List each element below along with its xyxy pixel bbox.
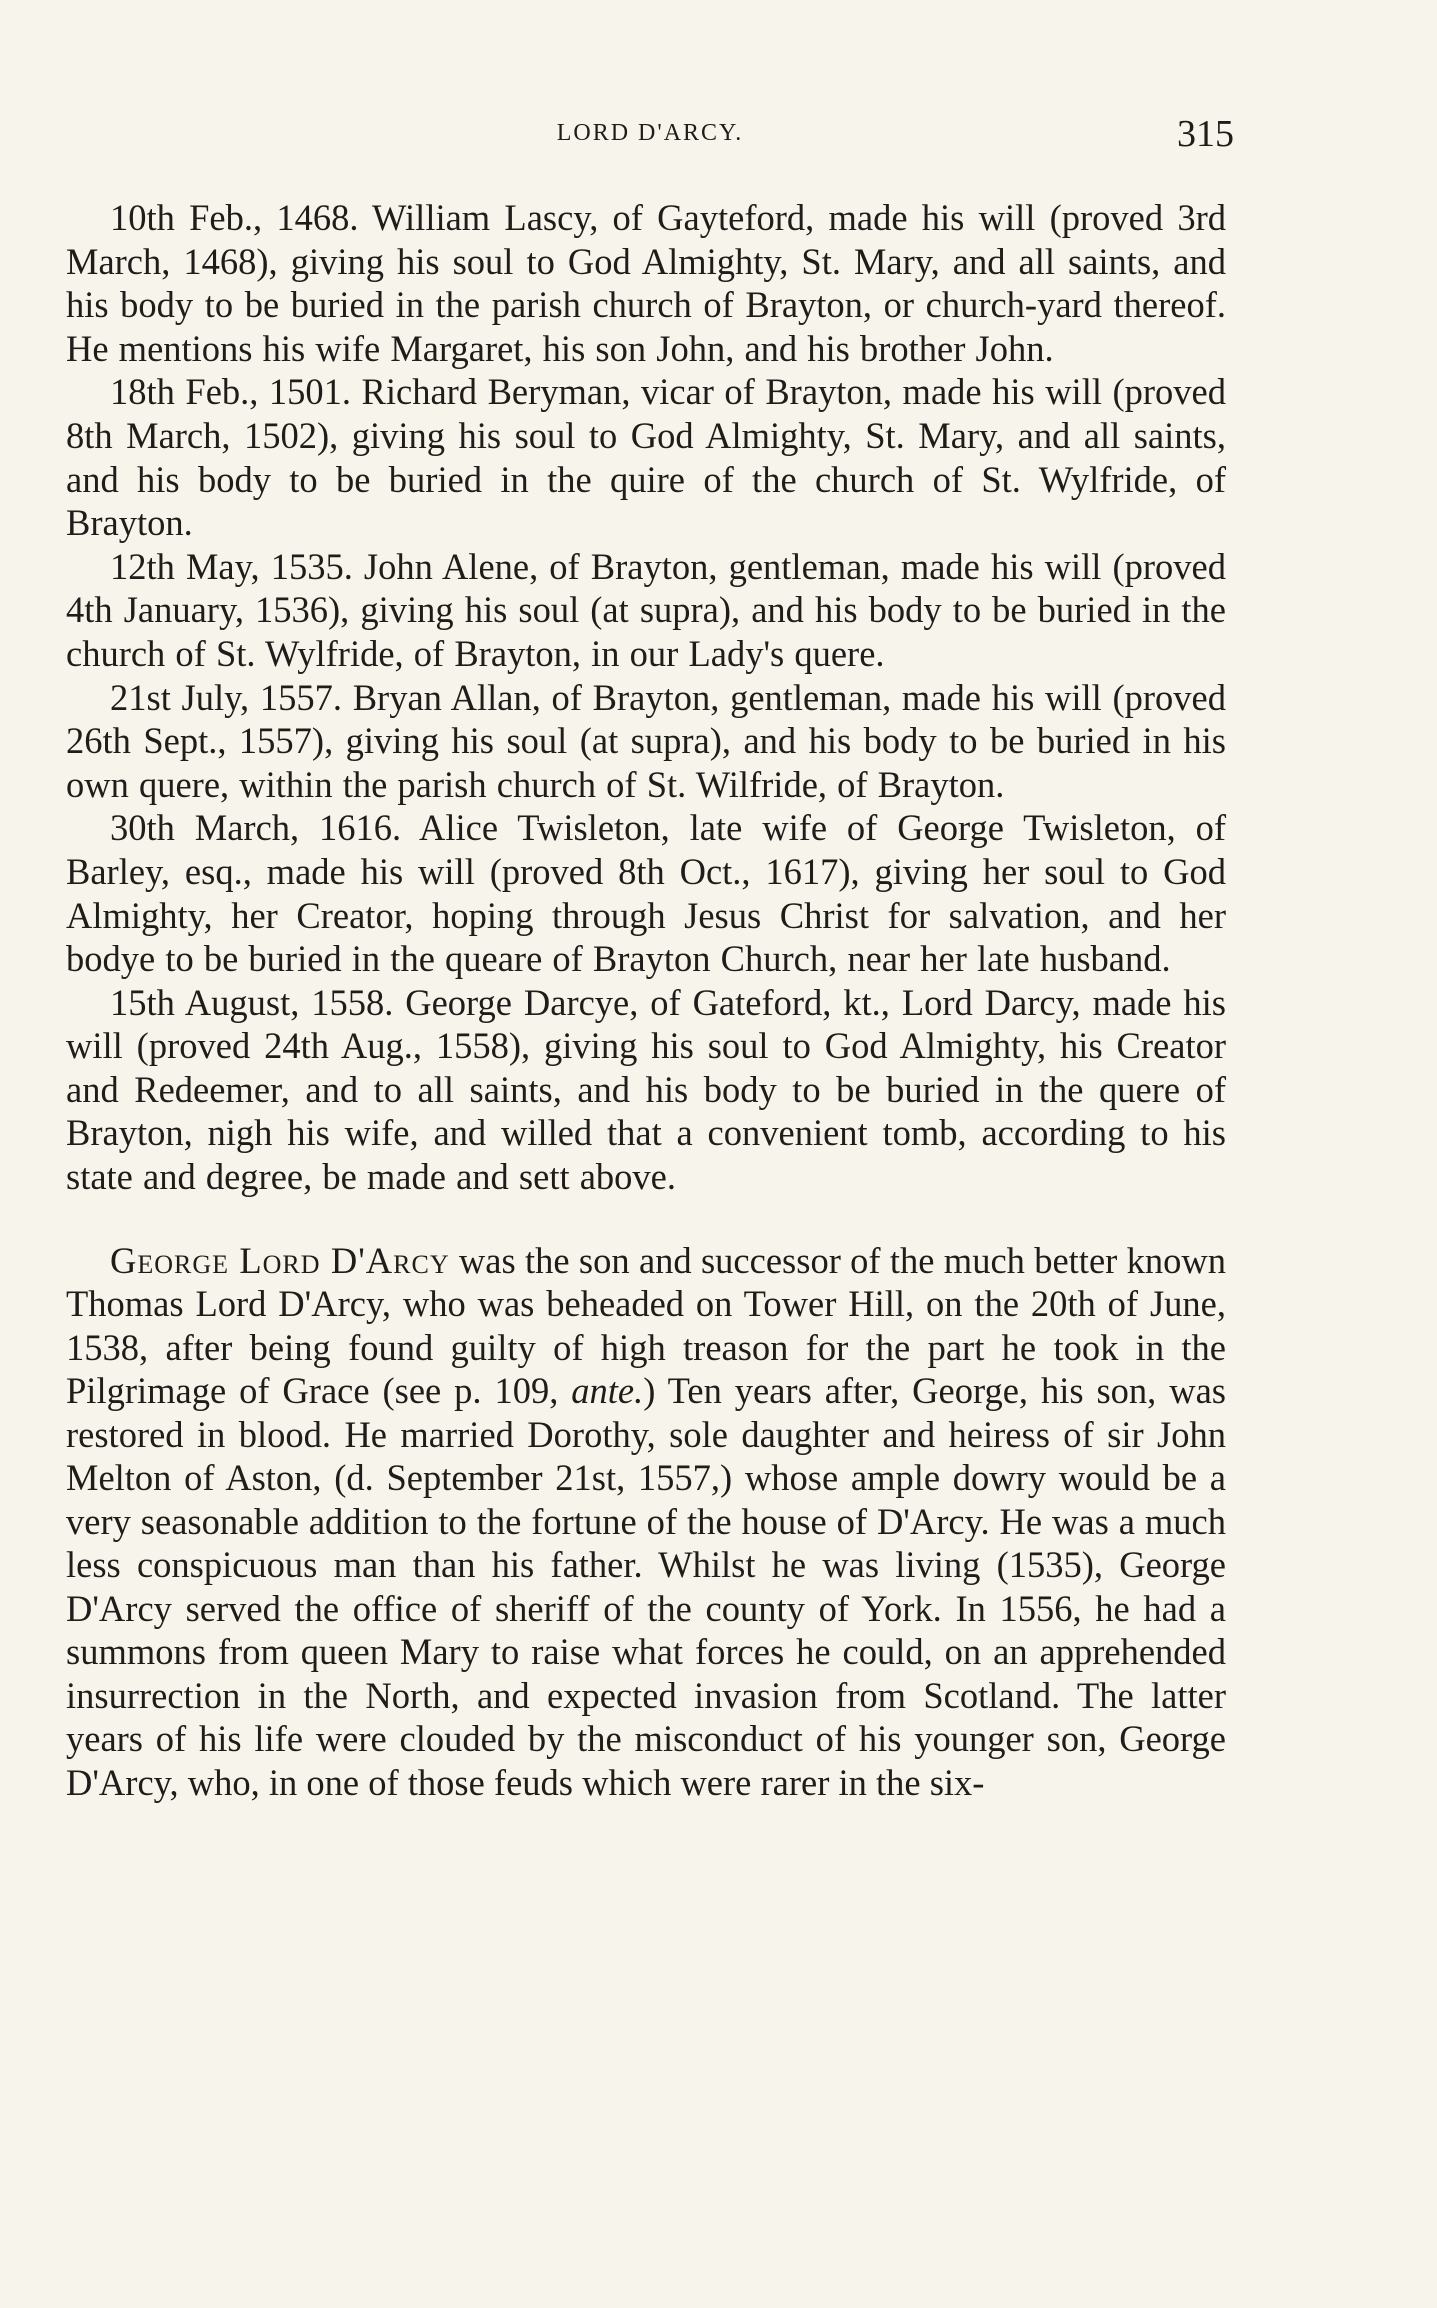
essay-paragraph: [66, 1239, 1226, 1805]
essay-text-part-1: was the son and successor of the much better known Thomas Lord D'Arcy, who was beheaded on Tower Hill, on the 20th of June, 1538, after being found guilty of high treason for the part he took in the Pilgrimage of Grace (see p. 109,: [66, 1239, 1226, 1412]
page-number: 315: [1177, 113, 1234, 155]
essay-lead-name: George Lord D'Arcy: [110, 1239, 450, 1281]
will-entry-1468-lascy: 10th Feb., 1468. William Lascy, of Gayteford, made his will (proved 3rd March, 1468), giving his soul to God Almighty, St. Mary, and all saints, and his body to be buried in the parish church of Brayton, or church-yard thereof. He mentions his wife Margaret, his son John, and his brother John.: [66, 197, 1226, 369]
will-entry-1535-alene: 12th May, 1535. John Alene, of Brayton, gentleman, made his will (proved 4th January, 1536), giving his soul (at supra), and his body to be buried in the church of St. Wylfride, of Brayton, in our Lady's quere.: [66, 545, 1226, 674]
running-head: [66, 112, 1234, 162]
essay-ante-italic: ante.: [571, 1370, 644, 1412]
will-entry-1616-twisleton: 30th March, 1616. Alice Twisleton, late wife of George Twisleton, of Barley, esq., made his will (proved 8th Oct., 1617), giving her soul to God Almighty, her Creator, hoping through Jesus Christ for salvation, and her bodye to be buried in the queare of Brayton Church, near her late husband.: [66, 807, 1226, 980]
will-entry-1557-allan: 21st July, 1557. Bryan Allan, of Brayton, gentleman, made his will (proved 26th Sept., 1557), giving his soul (at supra), and his body to be buried in his own quere, within the parish church of St. Wilfride, of Brayton.: [66, 676, 1226, 805]
body-text: [66, 196, 1226, 1804]
will-entry-1501-beryman: 18th Feb., 1501. Richard Beryman, vicar of Brayton, made his will (proved 8th March, 1502), giving his soul to God Almighty, St. Mary, and all saints, and his body to be buried in the quire of the church of St. Wylfride, of Brayton.: [66, 371, 1226, 544]
will-entry-1558-darcye: 15th August, 1558. George Darcye, of Gateford, kt., Lord Darcy, made his will (proved 24th Aug., 1558), giving his soul to God Almighty, his Creator and Redeemer, and to all saints, and his body to be buried in the quere of Brayton, nigh his wife, and willed that a convenient tomb, according to his state and degree, be made and sett above.: [66, 981, 1226, 1198]
essay-text-part-2: ) Ten years after, George, his son, was restored in blood. He married Dorothy, sole daughter and heiress of sir John Melton of Aston, (d. September 21st, 1557,) whose ample dowry would be a very seasonable addition to the fortune of the house of D'Arcy. He was a much less conspicuous man than his father. Whilst he was living (1535), George D'Arcy served the office of sheriff of the county of York. In 1556, he had a summons from queen Mary to raise what forces he could, on an apprehended insurrection in the North, and expected invasion from Scotland. The latter years of his life were clouded by the misconduct of his younger son, George D'Arcy, who, in one of those feuds which were rarer in the six-: [66, 1370, 1226, 1803]
running-title: LORD D'ARCY.: [556, 120, 744, 146]
